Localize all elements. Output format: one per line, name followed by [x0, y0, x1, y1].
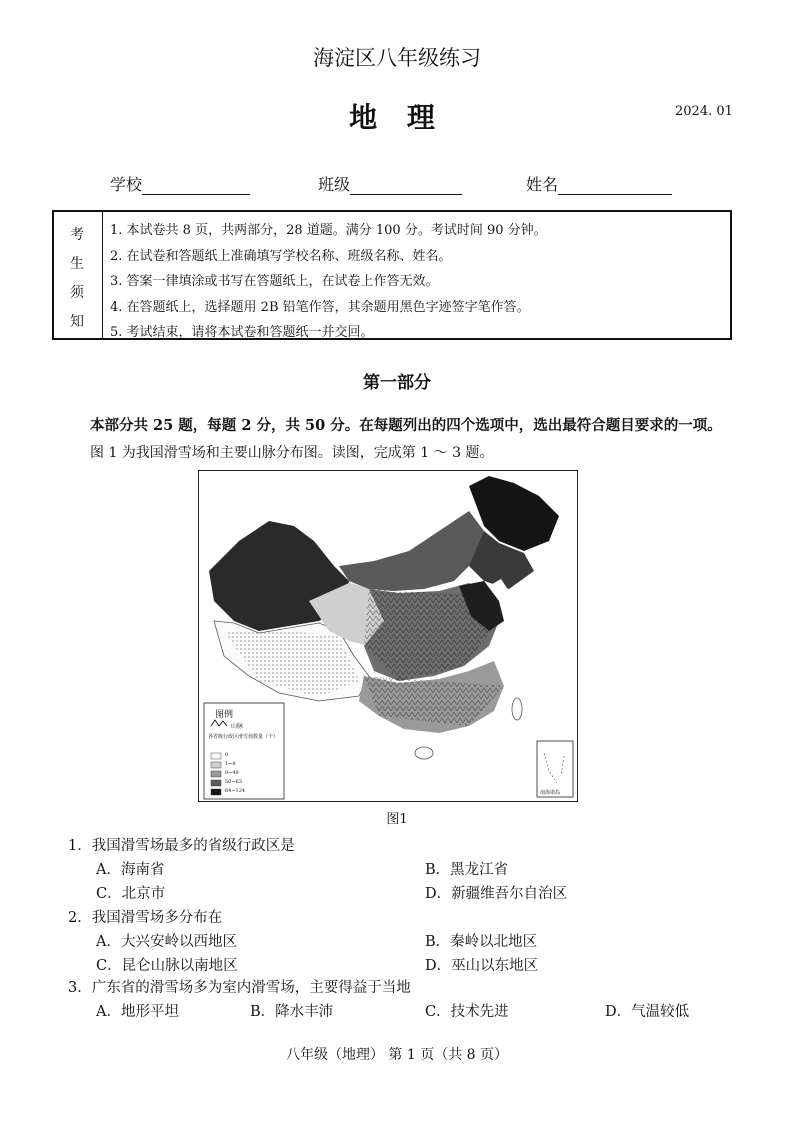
map-graphic — [199, 471, 577, 801]
legend-range: 50~63 — [225, 779, 242, 785]
class-field[interactable] — [318, 172, 462, 195]
q2-option-c[interactable]: C．昆仑山脉以南地区 — [96, 958, 238, 974]
legend-mountain-label: 山脉 — [231, 723, 244, 730]
notice-side-char: 生 — [70, 256, 84, 272]
legend-swatch — [211, 771, 221, 777]
class-label: 班级 — [318, 175, 351, 194]
school-blank[interactable] — [142, 178, 250, 195]
q3-option-b[interactable]: B．降水丰沛 — [250, 1004, 334, 1020]
figure-instructions: 图 1 为我国滑雪场和主要山脉分布图。读图，完成第 1 ～ 3 题。 — [90, 445, 494, 461]
notice-rules — [110, 218, 547, 346]
legend-range: 1~8 — [225, 761, 236, 767]
name-field[interactable] — [526, 172, 672, 195]
region-inner-mongolia — [339, 511, 484, 591]
notice-side-char: 知 — [70, 314, 84, 330]
q2-option-d[interactable]: D．巫山以东地区 — [425, 958, 539, 974]
class-blank[interactable] — [350, 178, 462, 195]
legend-swatch — [211, 762, 221, 768]
china-ski-resort-map — [198, 470, 578, 802]
notice-rule: 3. 答案一律填涂或书写在答题纸上，在试卷上作答无效。 — [110, 274, 439, 289]
figure-caption: 图1 — [386, 812, 408, 827]
school-label: 学校 — [110, 175, 143, 194]
subject-title: 地 理 — [349, 101, 445, 134]
part-title: 第一部分 — [363, 373, 431, 393]
legend-range: 9~49 — [225, 770, 239, 776]
legend-swatch — [211, 789, 221, 795]
page-footer: 八年级（地理） 第 1 页（共 8 页） — [285, 1047, 509, 1063]
legend-range: 0 — [225, 752, 229, 758]
q3-option-d[interactable]: D．气温较低 — [605, 1004, 690, 1020]
region-taiwan — [512, 698, 522, 720]
name-label: 姓名 — [526, 175, 559, 194]
legend-swatch — [211, 780, 221, 786]
exam-notice-box — [52, 210, 732, 340]
part-instructions: 本部分共 25 题，每题 2 分，共 50 分。在每题列出的四个选项中，选出最符合题目要求的一项。 — [90, 417, 722, 434]
q1-option-b[interactable]: B．黑龙江省 — [425, 862, 509, 878]
school-field[interactable] — [110, 172, 250, 195]
name-blank[interactable] — [558, 178, 672, 195]
q2-option-b[interactable]: B．秦岭以北地区 — [425, 934, 538, 950]
notice-side-label — [54, 212, 103, 338]
notice-rule: 5. 考试结束，请将本试卷和答题纸一并交回。 — [110, 325, 374, 340]
legend-swatch — [211, 753, 221, 759]
notice-side-char: 考 — [70, 227, 84, 243]
inset-label: 南海诸岛 — [540, 790, 561, 796]
q1-option-c[interactable]: C．北京市 — [96, 886, 166, 902]
q2-option-a[interactable]: A．大兴安岭以西地区 — [96, 934, 237, 950]
region-hainan — [415, 747, 433, 759]
q3-option-a[interactable]: A．地形平坦 — [96, 1004, 179, 1020]
q1-option-a[interactable]: A．海南省 — [96, 862, 165, 878]
legend-title: 图例 — [215, 710, 234, 720]
question-2-stem: 2．我国滑雪场多分布在 — [68, 910, 223, 926]
notice-rule: 2. 在试卷和答题纸上准确填写学校名称、班级名称、姓名。 — [110, 248, 452, 264]
notice-rule: 4. 在答题纸上，选择题用 2B 铅笔作答，其余题用黑色字迹签字笔作答。 — [110, 299, 530, 315]
q3-option-c[interactable]: C．技术先进 — [425, 1004, 509, 1020]
legend-description: 各省级行政区滑雪场数量（个） — [208, 734, 279, 740]
question-1-stem: 1．我国滑雪场最多的省级行政区是 — [68, 838, 295, 854]
question-3-stem: 3．广东省的滑雪场多为室内滑雪场，主要得益于当地 — [68, 980, 411, 996]
legend-range: 64~124 — [225, 788, 246, 794]
exam-date: 2024. 01 — [675, 104, 733, 119]
q1-option-d[interactable]: D．新疆维吾尔自治区 — [425, 886, 568, 902]
exam-title: 海淀区八年级练习 — [313, 46, 481, 70]
notice-rule: 1. 本试卷共 8 页，共两部分，28 道题。满分 100 分。考试时间 90 分钟。 — [110, 223, 547, 238]
notice-side-char: 须 — [70, 285, 84, 301]
